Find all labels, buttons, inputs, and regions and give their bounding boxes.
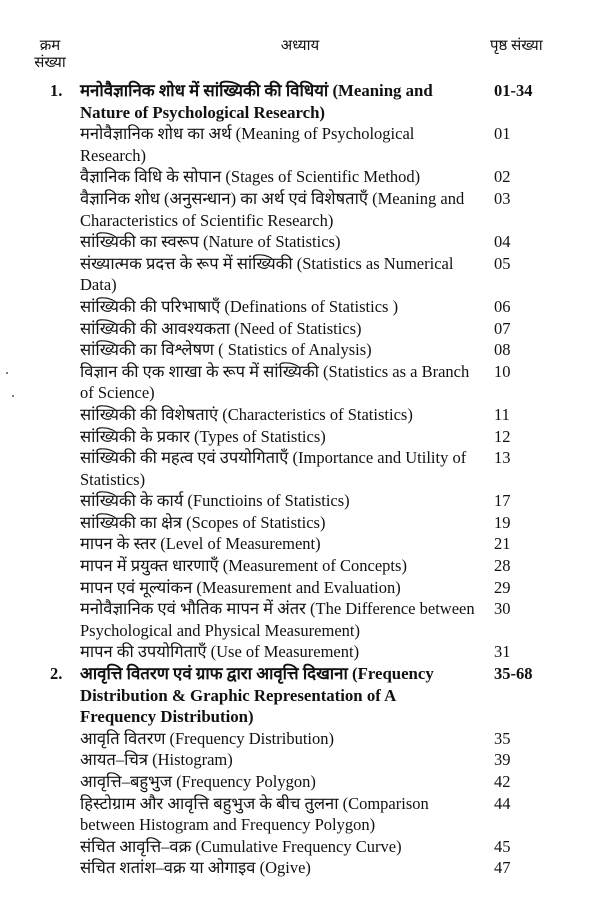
topic-row[interactable] xyxy=(0,793,600,836)
topic-row[interactable] xyxy=(0,577,600,599)
topic-title: मापन में प्रयुक्त धारणाएँ (Measurement of Concepts) xyxy=(80,556,407,576)
topic-page-number: 07 xyxy=(494,318,511,338)
topic-page-number: 10 xyxy=(494,361,511,381)
chapter-number: 1. xyxy=(50,81,63,100)
topic-page-number: 05 xyxy=(494,253,511,273)
topic-row[interactable] xyxy=(0,253,600,296)
topic-row[interactable] xyxy=(0,512,600,534)
topic-row[interactable] xyxy=(0,166,600,188)
topic-title: संचित आवृत्ति–वक्र (Cumulative Frequency Curve) xyxy=(80,836,402,856)
contents-list xyxy=(0,80,600,879)
topic-page-number: 35 xyxy=(494,728,511,748)
serial-number-header: क्रम संख्या xyxy=(34,38,66,71)
chapter-title: मनोवैज्ञानिक शोध में सांख्यिकी की विधियां (Meaning and Nature of Psychological Research) xyxy=(80,81,433,122)
topic-page-number: 04 xyxy=(494,232,511,252)
topic-row[interactable] xyxy=(0,836,600,858)
topic-page-number: 01 xyxy=(494,124,511,144)
topic-row[interactable] xyxy=(0,728,600,750)
topic-page-number: 12 xyxy=(494,426,511,446)
topic-row[interactable] xyxy=(0,188,600,231)
topic-row[interactable] xyxy=(0,490,600,512)
topic-page-number: 11 xyxy=(494,404,510,424)
topic-title: सांख्यिकी की विशेषताएं (Characteristics of Statistics) xyxy=(80,404,413,424)
topic-row[interactable] xyxy=(0,533,600,555)
topic-page-number: 42 xyxy=(494,772,511,791)
topic-title: आयत–चित्र (Histogram) xyxy=(80,750,233,770)
topic-page-number: 30 xyxy=(494,599,511,619)
topic-page-number: 28 xyxy=(494,556,511,576)
topic-title: आवृत्ति–बहुभुज (Frequency Polygon) xyxy=(80,772,316,791)
topic-row[interactable] xyxy=(0,404,600,426)
topic-title: सांख्यिकी के कार्य (Functioins of Statistics) xyxy=(80,491,350,511)
page-number-header: पृष्ठ संख्या xyxy=(490,38,543,54)
topic-page-number: 45 xyxy=(494,836,511,856)
topic-title: सांख्यिकी का क्षेत्र (Scopes of Statistics) xyxy=(80,512,326,532)
topic-title: मापन एवं मूल्यांकन (Measurement and Evaluation) xyxy=(80,577,401,597)
topic-title: मापन के स्तर (Level of Measurement) xyxy=(80,534,321,554)
topic-row[interactable] xyxy=(0,857,600,879)
topic-title: सांख्यिकी का विश्लेषण ( Statistics of Analysis) xyxy=(80,340,372,360)
topic-title: सांख्यिकी के प्रकार (Types of Statistics) xyxy=(80,426,326,446)
topic-row[interactable] xyxy=(0,641,600,663)
topic-title: हिस्टोग्राम और आवृत्ति बहुभुज के बीच तुलना (Comparison between Histogram and Frequency Polygon) xyxy=(80,793,429,835)
topic-page-number: 03 xyxy=(494,188,511,208)
topic-page-number: 31 xyxy=(494,642,511,662)
topic-page-number: 21 xyxy=(494,534,511,554)
topic-row[interactable] xyxy=(0,123,600,166)
topic-row[interactable] xyxy=(0,339,600,361)
scan-speck xyxy=(6,372,8,374)
topic-row[interactable] xyxy=(0,296,600,318)
topic-page-number: 13 xyxy=(494,448,511,468)
topic-page-number: 47 xyxy=(494,858,511,878)
topic-row[interactable] xyxy=(0,447,600,490)
chapter-page-range: 01-34 xyxy=(494,81,533,100)
topic-title: विज्ञान की एक शाखा के रूप में सांख्यिकी (Statistics as a Branch of Science) xyxy=(80,361,470,403)
topic-row[interactable] xyxy=(0,231,600,253)
topic-title: संख्यात्मक प्रदत्त के रूप में सांख्यिकी (Statistics as Numerical Data) xyxy=(80,253,454,295)
chapter-title: आवृत्ति वितरण एवं ग्राफ द्वारा आवृत्ति दिखाना (Frequency Distribution & Graphic Representation of A Frequency Distribution) xyxy=(80,664,434,727)
topic-page-number: 44 xyxy=(494,793,511,813)
topic-title: मापन की उपयोगिताएँ (Use of Measurement) xyxy=(80,642,360,662)
topic-title: सांख्यिकी का स्वरूप (Nature of Statistics) xyxy=(80,232,341,252)
topic-row[interactable] xyxy=(0,555,600,577)
topic-row[interactable] xyxy=(0,361,600,404)
topic-title: सांख्यिकी की आवश्यकता (Need of Statistics) xyxy=(80,318,362,338)
topic-title: संचित शतांश–वक्र या ओगाइव (Ogive) xyxy=(80,858,311,878)
topic-title: मनोवैज्ञानिक एवं भौतिक मापन में अंतर (The Difference between Psychological and Physical Measurement) xyxy=(80,599,475,640)
topic-page-number: 19 xyxy=(494,512,511,532)
chapter-page-range: 35-68 xyxy=(494,664,533,684)
topic-page-number: 29 xyxy=(494,577,511,597)
topic-title: मनोवैज्ञानिक शोध का अर्थ (Meaning of Psychological Research) xyxy=(80,124,415,165)
topic-title: सांख्यिकी की परिभाषाएँ (Definations of Statistics ) xyxy=(80,296,399,316)
chapter-number: 2. xyxy=(50,664,63,684)
topic-row[interactable] xyxy=(0,598,600,641)
topic-title: वैज्ञानिक विधि के सोपान (Stages of Scientific Method) xyxy=(80,167,421,187)
topic-title: आवृति वितरण (Frequency Distribution) xyxy=(80,728,335,748)
topic-row[interactable] xyxy=(0,771,600,793)
topic-page-number: 06 xyxy=(494,296,511,316)
topic-page-number: 17 xyxy=(494,491,511,511)
topic-row[interactable] xyxy=(0,749,600,771)
scan-speck xyxy=(12,395,14,397)
chapter-header: अध्याय xyxy=(280,38,320,54)
topic-title: वैज्ञानिक शोध (अनुसन्धान) का अर्थ एवं विशेषताएँ (Meaning and Characteristics of Scientific Research) xyxy=(80,188,465,230)
topic-row[interactable] xyxy=(0,318,600,340)
topic-row[interactable] xyxy=(0,426,600,448)
topic-page-number: 39 xyxy=(494,750,511,770)
chapter-row[interactable] xyxy=(0,663,600,728)
topic-page-number: 02 xyxy=(494,167,511,187)
topic-page-number: 08 xyxy=(494,340,511,360)
chapter-row[interactable] xyxy=(0,80,600,123)
topic-title: सांख्यिकी की महत्व एवं उपयोगिताएँ (Importance and Utility of Statistics) xyxy=(80,448,467,489)
